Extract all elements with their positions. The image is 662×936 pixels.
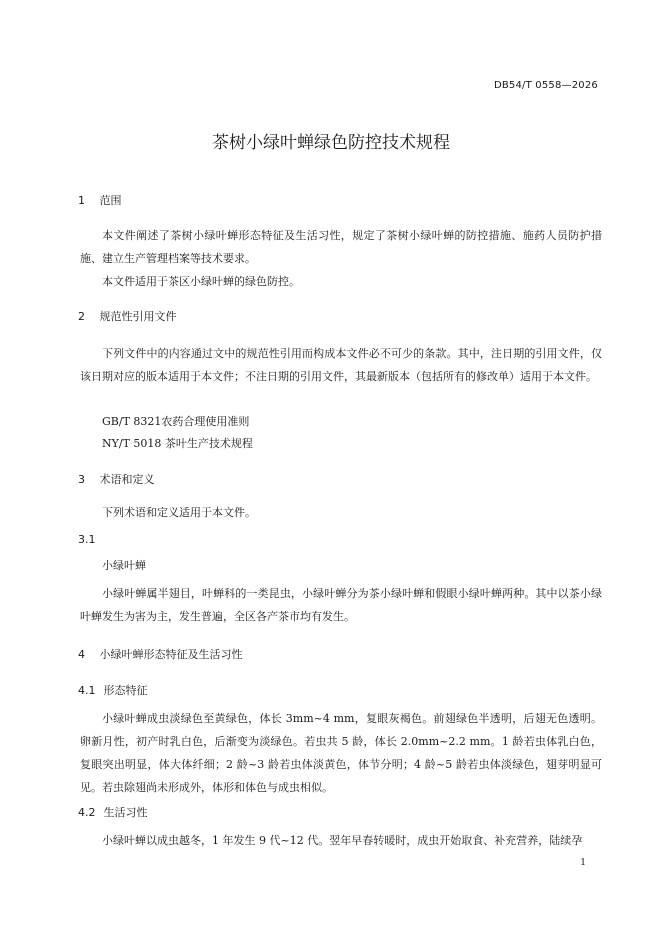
term-definition: 小绿叶蝉属半翅目，叶蝉科的一类昆虫，小绿叶蝉分为茶小绿叶蝉和假眼小绿叶蝉两种。其中以茶小绿叶蝉发生为害为主，发生普遍，全区各产茶市均有发生。 [80, 587, 602, 623]
section-number: 4.1 [78, 684, 96, 697]
document-title: 茶树小绿叶蝉绿色防控技术规程 [212, 133, 450, 153]
section-2-heading [78, 308, 177, 324]
section-number: 2 [78, 310, 85, 323]
section-title: 小绿叶蝉形态特征及生活习性 [99, 648, 243, 661]
section-number: 3 [78, 473, 85, 486]
paragraph: 小绿叶蝉以成虫越冬，1 年发生 9 代~12 代。翌年早春转暖时，成虫开始取食、补充营养，陆续孕 [102, 834, 583, 847]
paragraph: 本文件阐述了茶树小绿叶蝉形态特征及生活习性，规定了茶树小绿叶蝉的防控措施、施药人员防护措施、建立生产管理档案等技术要求。 [80, 229, 602, 265]
subsection-4-1-heading [78, 682, 148, 698]
subsection-4-2-heading [78, 804, 148, 820]
reference-item: GB/T 8321农药合理使用准则 [102, 415, 250, 428]
page-number: 1 [580, 858, 586, 868]
section-number: 4.2 [78, 806, 96, 819]
section-title: 规范性引用文件 [99, 310, 177, 323]
section-number: 4 [78, 648, 85, 661]
paragraph: 本文件适用于茶区小绿叶蝉的绿色防控。 [102, 275, 300, 288]
reference-item: NY/T 5018 茶叶生产技术规程 [102, 437, 253, 450]
section-title: 术语和定义 [99, 473, 155, 486]
paragraph: 下列术语和定义适用于本文件。 [102, 506, 256, 519]
term-name: 小绿叶蝉 [102, 559, 146, 572]
section-3-heading [78, 471, 155, 487]
section-title: 生活习性 [103, 806, 148, 819]
section-title: 形态特征 [103, 684, 148, 697]
document-number: DB54/T 0558—2026 [493, 80, 598, 91]
subsection-3-1-number: 3.1 [78, 533, 96, 546]
section-4-heading [78, 646, 243, 662]
section-1-heading [78, 192, 122, 208]
section-number: 1 [78, 194, 85, 207]
section-title: 范围 [99, 194, 122, 207]
paragraph: 下列文件中的内容通过文中的规范性引用而构成本文件必不可少的条款。其中，注日期的引用文件，仅该日期对应的版本适用于本文件；不注日期的引用文件，其最新版本（包括所有的修改单）适用于本文件。 [80, 347, 602, 383]
paragraph: 小绿叶蝉成虫淡绿色至黄绿色，体长 3mm~4 mm，复眼灰褐色。前翅绿色半透明，后翅无色透明。卵新月性，初产时乳白色，后渐变为淡绿色。若虫共 5 龄，体长 2.0mm~2.2 mm。1 龄若虫体乳白色，复眼突出明显，体大体纤细；2 龄~3 龄若虫体淡黄色，体节分明；4 龄~5 龄若虫体淡绿色，翅芽明显可见。若虫除翅尚未形成外，体形和体色与成虫相似。 [80, 712, 602, 794]
